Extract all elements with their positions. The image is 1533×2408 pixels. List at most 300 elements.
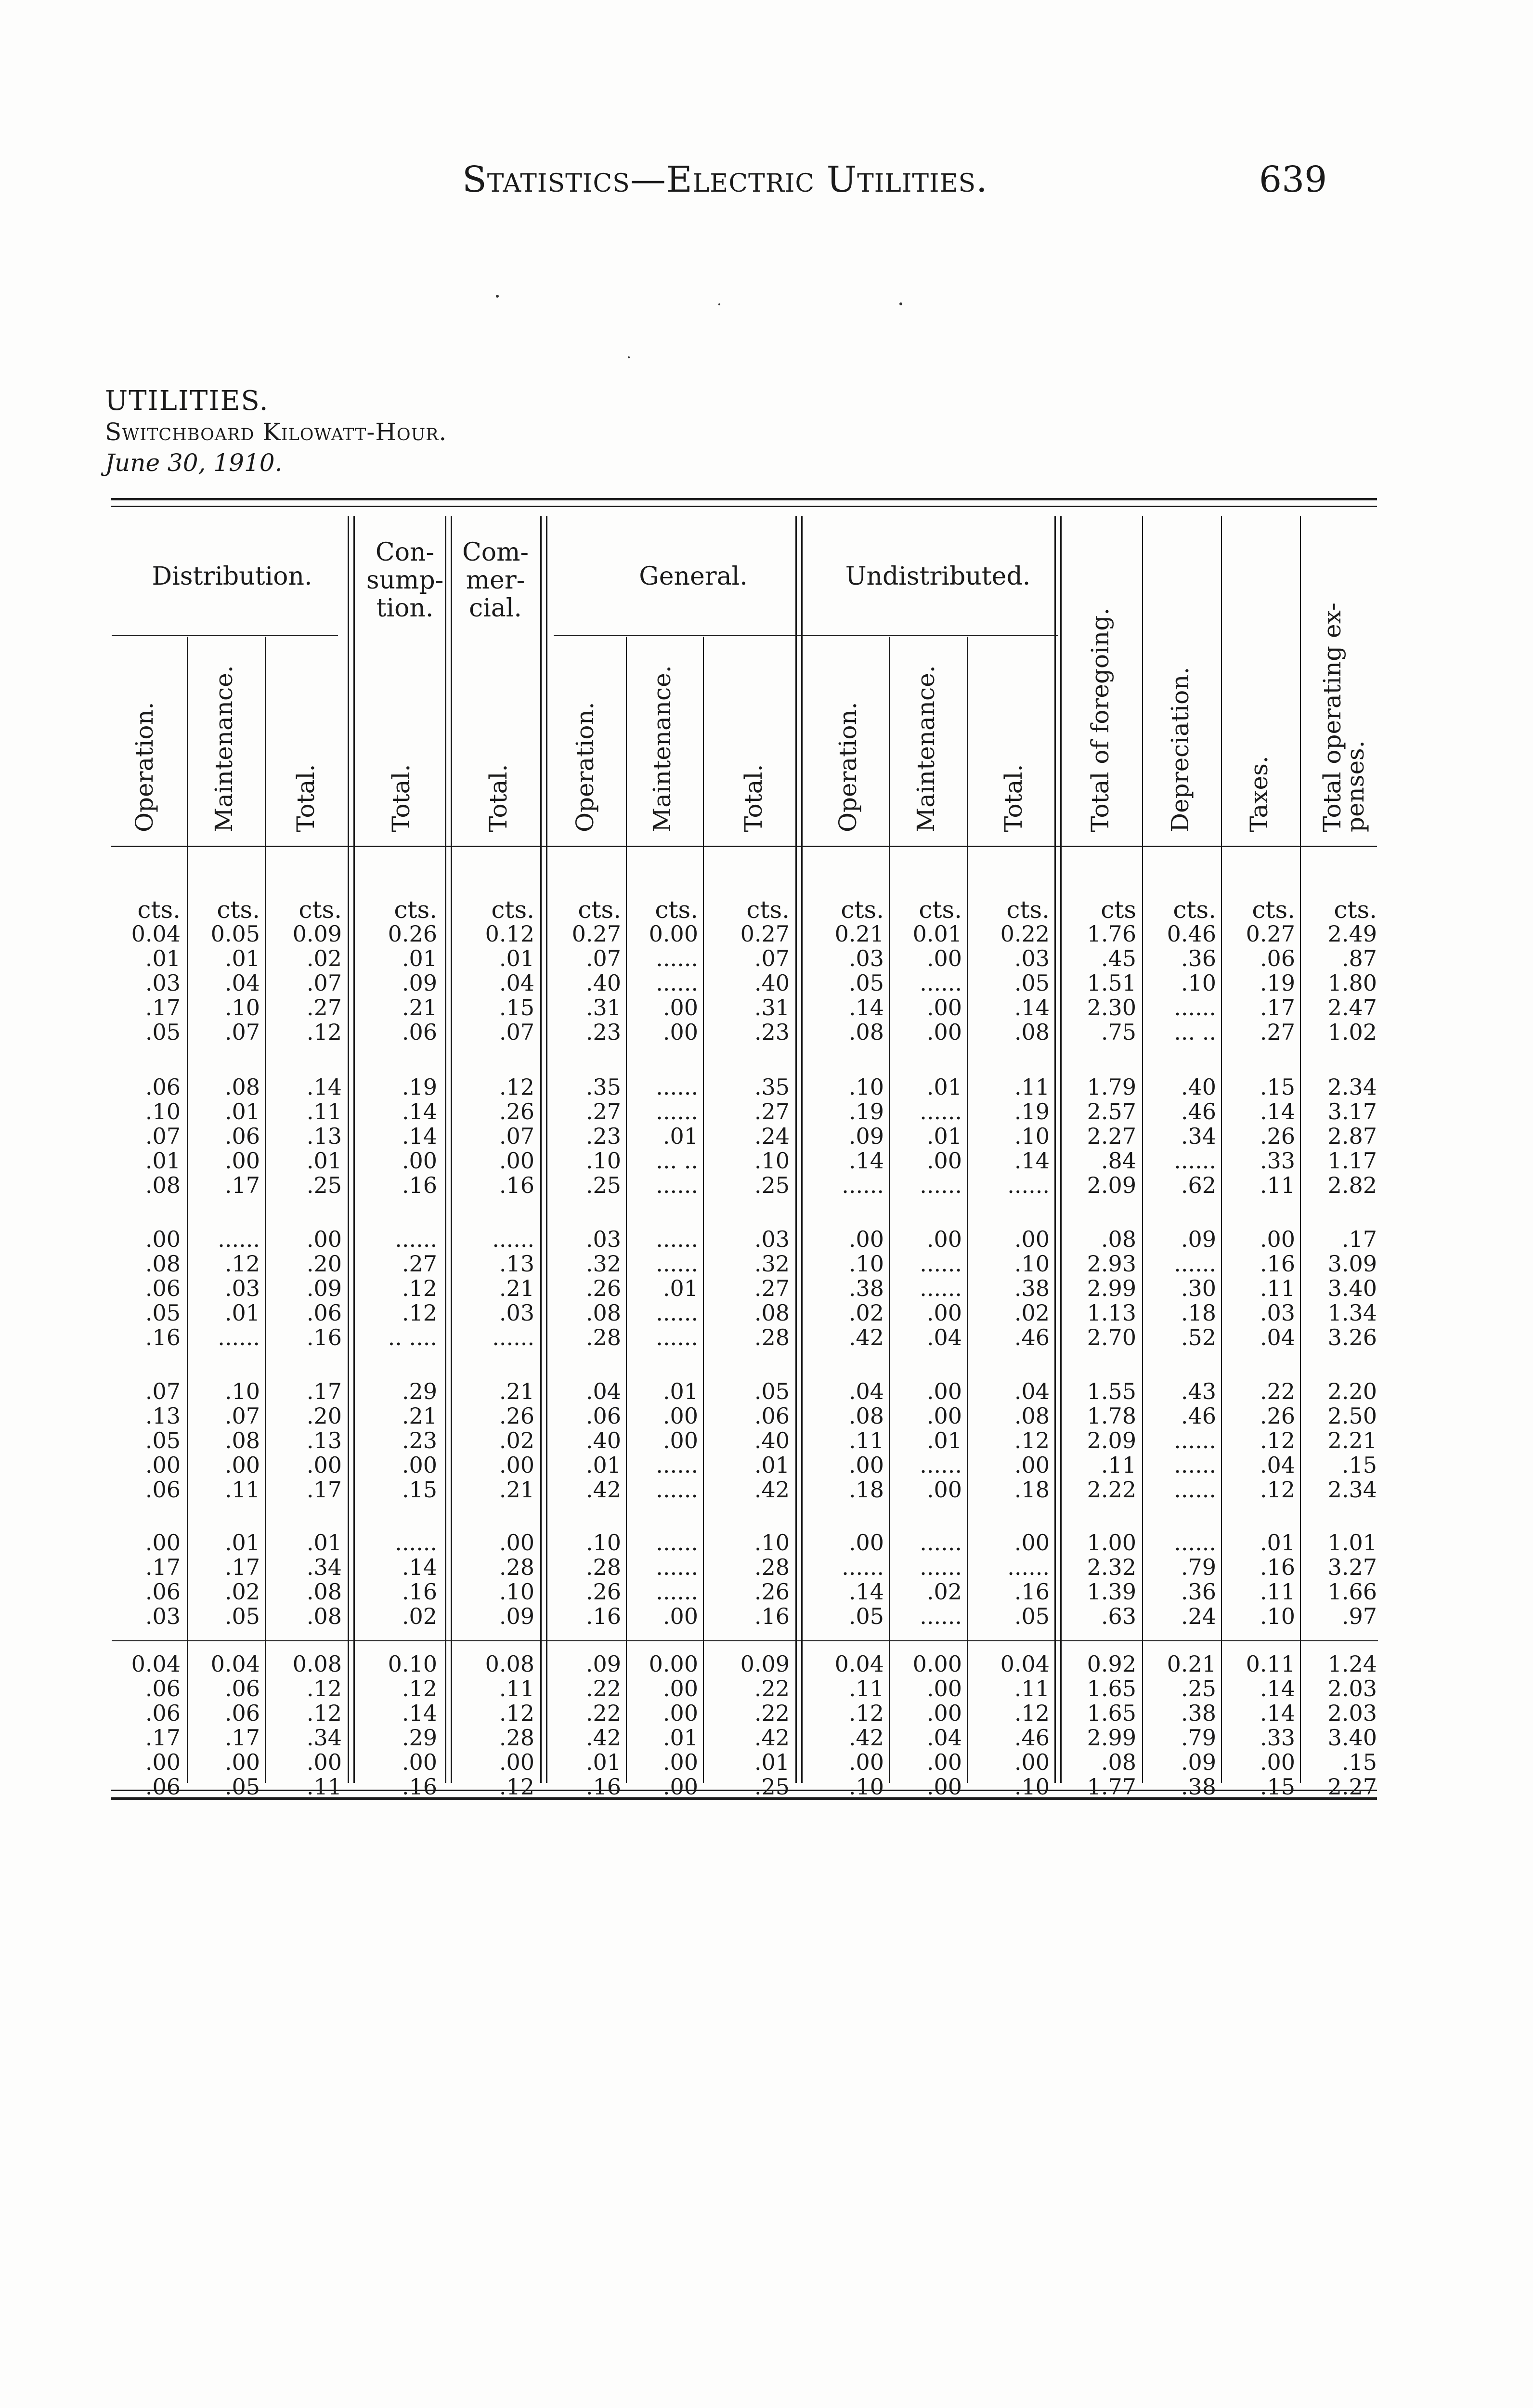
table-cell: .18 <box>1181 1300 1216 1326</box>
table-cell: 1.77 <box>1087 1774 1136 1800</box>
consumption-line: tion. <box>376 594 434 623</box>
table-cell: 0.00 <box>912 1651 962 1677</box>
table-cell: .10 <box>585 1148 621 1174</box>
table-cell: .03 <box>1014 945 1050 971</box>
table-cell: .00 <box>1260 1226 1295 1252</box>
table-cell: .06 <box>145 1774 181 1800</box>
table-cell: 2.32 <box>1087 1554 1136 1580</box>
table-cell: .00 <box>663 995 698 1021</box>
column-header: Total. <box>1000 764 1027 832</box>
header-bottom-rule <box>111 846 1377 847</box>
table-cell: .11 <box>1260 1275 1295 1301</box>
table-cell: 0.09 <box>292 921 342 947</box>
group-consumption <box>360 538 450 622</box>
table-cell: .08 <box>224 1427 260 1453</box>
unit-cell: cts. <box>491 896 534 924</box>
table-cell: 1.01 <box>1327 1530 1377 1556</box>
table-cell: .14 <box>402 1099 437 1125</box>
table-cell: .14 <box>402 1700 437 1726</box>
table-cell: .27 <box>1260 1019 1295 1045</box>
table-cell: .01 <box>224 1099 260 1125</box>
table-cell: .10 <box>848 1774 884 1800</box>
table-date: June 30, 1910. <box>105 449 283 477</box>
table-cell: .11 <box>1260 1172 1295 1198</box>
table-cell: .10 <box>224 995 260 1021</box>
table-cell: .05 <box>848 1603 884 1629</box>
table-cell: .10 <box>145 1099 181 1125</box>
table-cell: ...... <box>656 1452 698 1478</box>
table-cell: .03 <box>848 945 884 971</box>
column-header: Maintenance. <box>648 665 676 832</box>
table-cell: 0.08 <box>485 1651 534 1677</box>
table-cell: .08 <box>145 1251 181 1277</box>
consumption-line: Con- <box>375 538 435 567</box>
table-cell: ...... <box>1174 1148 1216 1174</box>
group-undistributed: Undistributed. <box>845 562 1031 591</box>
table-cell: .06 <box>145 1275 181 1301</box>
col-rule <box>801 516 803 1783</box>
table-cell: .29 <box>402 1378 437 1404</box>
table-cell: ...... <box>656 1554 698 1580</box>
table-cell: ...... <box>920 1603 962 1629</box>
consumption-line: sump- <box>366 566 444 595</box>
table-cell: .06 <box>306 1300 342 1326</box>
table-cell: .12 <box>499 1774 534 1800</box>
table-cell: ...... <box>656 1099 698 1125</box>
table-cell: ...... <box>920 1530 962 1556</box>
table-cell: .06 <box>224 1675 260 1701</box>
unit-cell: cts. <box>1006 896 1050 924</box>
table-cell: .01 <box>754 1452 790 1478</box>
table-cell: .23 <box>402 1427 437 1453</box>
table-cell: .04 <box>1260 1452 1295 1478</box>
column-header: Total. <box>740 764 767 832</box>
table-cell: .12 <box>306 1700 342 1726</box>
table-cell: .06 <box>145 1675 181 1701</box>
table-cell: .15 <box>402 1477 437 1503</box>
table-cell: 3.26 <box>1327 1324 1377 1350</box>
table-cell: .03 <box>145 970 181 996</box>
table-cell: .04 <box>926 1324 962 1350</box>
table-cell: .05 <box>224 1603 260 1629</box>
table-cell: .31 <box>754 995 790 1021</box>
table-cell: ...... <box>1174 995 1216 1021</box>
table-cell: .62 <box>1181 1172 1216 1198</box>
table-top-rule-inner <box>111 506 1377 507</box>
table-cell: .00 <box>926 1148 962 1174</box>
table-cell: .07 <box>145 1378 181 1404</box>
table-cell: .28 <box>585 1554 621 1580</box>
table-cell: .00 <box>926 1774 962 1800</box>
table-cell: .08 <box>306 1579 342 1605</box>
table-cell: .00 <box>499 1452 534 1478</box>
table-cell: .00 <box>1014 1749 1050 1775</box>
table-cell: ...... <box>1174 1530 1216 1556</box>
table-cell: .52 <box>1181 1324 1216 1350</box>
table-cell: .23 <box>754 1019 790 1045</box>
table-cell: .14 <box>1260 1675 1295 1701</box>
table-cell: .01 <box>585 1749 621 1775</box>
table-cell: .22 <box>754 1700 790 1726</box>
column-header: Total. <box>387 764 415 832</box>
table-cell: .32 <box>754 1251 790 1277</box>
unit-cell: cts. <box>299 896 342 924</box>
table-cell: .40 <box>585 970 621 996</box>
table-cell: .12 <box>306 1019 342 1045</box>
table-cell: 2.49 <box>1327 921 1377 947</box>
table-cell: .08 <box>1014 1019 1050 1045</box>
table-cell: ... .. <box>1174 1019 1216 1045</box>
table-cell: .22 <box>754 1675 790 1701</box>
unit-cell: cts <box>1101 896 1136 924</box>
col-rule <box>540 516 542 1783</box>
table-cell: .12 <box>1014 1700 1050 1726</box>
table-cell: .32 <box>585 1251 621 1277</box>
table-cell: .16 <box>1260 1554 1295 1580</box>
table-cell: .05 <box>224 1774 260 1800</box>
table-cell: .27 <box>306 995 342 1021</box>
table-cell: .07 <box>754 945 790 971</box>
speck <box>628 356 630 358</box>
table-cell: .01 <box>224 1300 260 1326</box>
table-cell: .00 <box>663 1774 698 1800</box>
table-cell: .79 <box>1181 1725 1216 1751</box>
column-header: Taxes. <box>1245 756 1273 832</box>
table-cell: .09 <box>848 1123 884 1149</box>
table-cell: 2.03 <box>1327 1700 1377 1726</box>
table-cell: 0.04 <box>210 1651 260 1677</box>
table-cell: .42 <box>585 1725 621 1751</box>
table-cell: .38 <box>1181 1700 1216 1726</box>
table-cell: .02 <box>402 1603 437 1629</box>
table-cell: .04 <box>585 1378 621 1404</box>
table-cell: .08 <box>224 1074 260 1100</box>
column-header: Operation. <box>571 702 599 832</box>
table-cell: .01 <box>926 1427 962 1453</box>
table-cell: .40 <box>754 970 790 996</box>
table-cell: 1.78 <box>1087 1403 1136 1429</box>
table-cell: .08 <box>1101 1749 1136 1775</box>
table-cell: .36 <box>1181 1579 1216 1605</box>
table-cell: .00 <box>224 1148 260 1174</box>
table-cell: .04 <box>499 970 534 996</box>
table-cell: .00 <box>663 1700 698 1726</box>
table-cell: .25 <box>306 1172 342 1198</box>
table-cell: ...... <box>656 1324 698 1350</box>
table-cell: .26 <box>499 1403 534 1429</box>
table-cell: .25 <box>585 1172 621 1198</box>
col-rule <box>1054 516 1056 1783</box>
table-cell: 0.27 <box>1246 921 1295 947</box>
table-cell: .04 <box>1014 1378 1050 1404</box>
table-cell: .11 <box>224 1477 260 1503</box>
table-cell: .00 <box>663 1427 698 1453</box>
speck <box>718 303 720 305</box>
column-header: Total operating ex- <box>1318 602 1346 832</box>
table-cell: .00 <box>926 945 962 971</box>
col-rule <box>967 637 968 1783</box>
table-cell: ...... <box>1174 1251 1216 1277</box>
table-cell: .01 <box>306 1530 342 1556</box>
col-rule <box>1060 516 1062 1783</box>
table-cell: .10 <box>1014 1123 1050 1149</box>
table-cell: 3.17 <box>1327 1099 1377 1125</box>
table-cell: .22 <box>1260 1378 1295 1404</box>
table-cell: .05 <box>848 970 884 996</box>
table-cell: .13 <box>306 1427 342 1453</box>
table-cell: .00 <box>926 1403 962 1429</box>
table-cell: .33 <box>1260 1148 1295 1174</box>
table-cell: .12 <box>306 1675 342 1701</box>
unit-cell: cts. <box>1252 896 1295 924</box>
col-rule <box>1300 516 1301 1783</box>
table-cell: ...... <box>920 1275 962 1301</box>
table-cell: .08 <box>585 1300 621 1326</box>
table-cell: .00 <box>1014 1452 1050 1478</box>
table-cell: .06 <box>754 1403 790 1429</box>
table-cell: .45 <box>1101 945 1136 971</box>
table-cell: .06 <box>585 1403 621 1429</box>
table-cell: 0.27 <box>572 921 621 947</box>
col-rule <box>348 516 349 1783</box>
table-cell: .09 <box>1181 1226 1216 1252</box>
table-cell: ...... <box>492 1226 534 1252</box>
table-cell: .13 <box>145 1403 181 1429</box>
table-cell: .29 <box>402 1725 437 1751</box>
table-cell: .00 <box>499 1749 534 1775</box>
unit-cell: cts. <box>217 896 260 924</box>
table-cell: .07 <box>499 1019 534 1045</box>
table-cell: .00 <box>663 1403 698 1429</box>
table-cell: 1.24 <box>1327 1651 1377 1677</box>
table-cell: .12 <box>1014 1427 1050 1453</box>
table-cell: .42 <box>585 1477 621 1503</box>
table-cell: .21 <box>499 1378 534 1404</box>
table-cell: .01 <box>1260 1530 1295 1556</box>
table-cell: .10 <box>1014 1774 1050 1800</box>
table-cell: .16 <box>1014 1579 1050 1605</box>
table-cell: .. .... <box>388 1324 437 1350</box>
table-cell: 2.99 <box>1087 1275 1136 1301</box>
table-cell: .05 <box>754 1378 790 1404</box>
table-cell: .40 <box>1181 1074 1216 1100</box>
table-cell: 0.00 <box>649 921 698 947</box>
unit-cell: cts. <box>1334 896 1377 924</box>
table-cell: .19 <box>1260 970 1295 996</box>
table-cell: .02 <box>499 1427 534 1453</box>
table-cell: 0.04 <box>1000 1651 1050 1677</box>
speck <box>899 302 902 305</box>
table-cell: .08 <box>1101 1226 1136 1252</box>
table-cell: 3.27 <box>1327 1554 1377 1580</box>
table-cell: .10 <box>848 1074 884 1100</box>
table-cell: .19 <box>402 1074 437 1100</box>
table-cell: .40 <box>754 1427 790 1453</box>
table-cell: .00 <box>926 1477 962 1503</box>
table-cell: .10 <box>224 1378 260 1404</box>
unit-cell: cts. <box>655 896 698 924</box>
table-cell: .23 <box>585 1123 621 1149</box>
table-cell: .21 <box>402 1403 437 1429</box>
table-cell: 0.04 <box>131 921 181 947</box>
col-rule <box>795 516 797 1783</box>
table-cell: 2.87 <box>1327 1123 1377 1149</box>
table-cell: .01 <box>663 1123 698 1149</box>
table-cell: .21 <box>499 1477 534 1503</box>
table-cell: ...... <box>656 1530 698 1556</box>
table-cell: .00 <box>224 1749 260 1775</box>
table-cell: .09 <box>585 1651 621 1677</box>
table-cell: .06 <box>145 1074 181 1100</box>
table-cell: .05 <box>145 1427 181 1453</box>
table-cell: ...... <box>492 1324 534 1350</box>
table-cell: 0.22 <box>1000 921 1050 947</box>
column-header: Total of foregoing. <box>1086 607 1114 832</box>
table-cell: 1.34 <box>1327 1300 1377 1326</box>
table-cell: ...... <box>920 1452 962 1478</box>
page-number: 639 <box>1259 159 1327 200</box>
table-cell: .00 <box>145 1452 181 1478</box>
table-cell: .16 <box>1260 1251 1295 1277</box>
table-cell: 1.66 <box>1327 1579 1377 1605</box>
table-cell: .16 <box>145 1324 181 1350</box>
table-cell: .97 <box>1341 1603 1377 1629</box>
table-cell: .06 <box>145 1579 181 1605</box>
table-cell: .10 <box>499 1579 534 1605</box>
table-cell: .17 <box>224 1172 260 1198</box>
table-cell: 2.57 <box>1087 1099 1136 1125</box>
table-cell: .11 <box>1101 1452 1136 1478</box>
table-cell: .06 <box>145 1700 181 1726</box>
table-cell: .12 <box>499 1700 534 1726</box>
unit-cell: cts. <box>746 896 790 924</box>
table-cell: ...... <box>395 1530 437 1556</box>
table-cell: .00 <box>663 1675 698 1701</box>
table-cell: .25 <box>1181 1675 1216 1701</box>
table-cell: .11 <box>1260 1579 1295 1605</box>
table-cell: 0.92 <box>1087 1651 1136 1677</box>
table-cell: .42 <box>848 1324 884 1350</box>
table-cell: .38 <box>848 1275 884 1301</box>
table-cell: .10 <box>1014 1251 1050 1277</box>
table-cell: 3.40 <box>1327 1725 1377 1751</box>
table-cell: .00 <box>402 1452 437 1478</box>
table-cell: ... .. <box>656 1148 698 1174</box>
table-cell: .01 <box>754 1749 790 1775</box>
table-cell: .07 <box>145 1123 181 1149</box>
table-cell: 0.08 <box>292 1651 342 1677</box>
table-cell: ...... <box>656 1172 698 1198</box>
table-cell: .46 <box>1014 1725 1050 1751</box>
table-cell: 1.00 <box>1087 1530 1136 1556</box>
table-cell: .17 <box>224 1554 260 1580</box>
table-cell: .01 <box>926 1074 962 1100</box>
commercial-line: mer- <box>466 566 525 595</box>
table-cell: .00 <box>663 1019 698 1045</box>
table-cell: .12 <box>224 1251 260 1277</box>
table-cell: .10 <box>1260 1603 1295 1629</box>
table-cell: 2.93 <box>1087 1251 1136 1277</box>
table-cell: 2.50 <box>1327 1403 1377 1429</box>
table-cell: .01 <box>499 945 534 971</box>
table-cell: .35 <box>754 1074 790 1100</box>
table-cell: .00 <box>306 1749 342 1775</box>
table-cell: .13 <box>306 1123 342 1149</box>
table-cell: .00 <box>848 1749 884 1775</box>
table-cell: .11 <box>848 1675 884 1701</box>
table-cell: 3.40 <box>1327 1275 1377 1301</box>
table-cell: .05 <box>1014 1603 1050 1629</box>
speck <box>496 295 499 298</box>
table-cell: ...... <box>656 1300 698 1326</box>
table-cell: ...... <box>656 945 698 971</box>
table-cell: .06 <box>224 1700 260 1726</box>
table-cell: ...... <box>395 1226 437 1252</box>
table-cell: .01 <box>145 1148 181 1174</box>
table-cell: ...... <box>656 1579 698 1605</box>
table-cell: .04 <box>926 1725 962 1751</box>
table-cell: .00 <box>848 1226 884 1252</box>
group-general: General. <box>639 562 748 591</box>
table-cell: .14 <box>848 1579 884 1605</box>
table-cell: .27 <box>754 1275 790 1301</box>
unit-cell: cts. <box>919 896 962 924</box>
table-cell: .12 <box>1260 1427 1295 1453</box>
table-cell: .03 <box>1260 1300 1295 1326</box>
unit-cell: cts. <box>578 896 621 924</box>
table-cell: .43 <box>1181 1378 1216 1404</box>
table-cell: .09 <box>402 970 437 996</box>
table-cell: .03 <box>145 1603 181 1629</box>
table-cell: .46 <box>1181 1099 1216 1125</box>
table-cell: .16 <box>754 1603 790 1629</box>
table-cell: .34 <box>1181 1123 1216 1149</box>
table-cell: .00 <box>926 1675 962 1701</box>
table-cell: .00 <box>926 1300 962 1326</box>
column-header: penses. <box>1341 740 1369 832</box>
table-cell: .01 <box>663 1275 698 1301</box>
table-cell: .00 <box>926 1226 962 1252</box>
table-cell: 2.34 <box>1327 1074 1377 1100</box>
table-cell: 0.21 <box>1167 1651 1216 1677</box>
col-rule <box>1221 516 1222 1783</box>
table-cell: .09 <box>306 1275 342 1301</box>
table-cell: .14 <box>1014 995 1050 1021</box>
table-cell: .20 <box>306 1251 342 1277</box>
col-rule <box>546 516 547 1783</box>
table-cell: .16 <box>402 1172 437 1198</box>
table-cell: .07 <box>224 1403 260 1429</box>
table-cell: 3.09 <box>1327 1251 1377 1277</box>
table-cell: .01 <box>306 1148 342 1174</box>
col-rule <box>445 516 446 1783</box>
table-cell: .08 <box>306 1603 342 1629</box>
table-subtitle: Switchboard Kilowatt-Hour. <box>105 418 447 446</box>
table-cell: .14 <box>848 995 884 1021</box>
table-cell: .14 <box>1260 1700 1295 1726</box>
table-cell: .16 <box>402 1579 437 1605</box>
table-cell: 2.27 <box>1087 1123 1136 1149</box>
table-cell: .13 <box>499 1251 534 1277</box>
col-rule <box>353 516 355 1783</box>
column-header: Total. <box>484 764 512 832</box>
table-cell: .10 <box>1181 970 1216 996</box>
table-cell: .23 <box>585 1019 621 1045</box>
table-cell: 2.09 <box>1087 1427 1136 1453</box>
table-cell: .79 <box>1181 1554 1216 1580</box>
table-cell: .01 <box>224 945 260 971</box>
table-cell: 0.21 <box>834 921 884 947</box>
